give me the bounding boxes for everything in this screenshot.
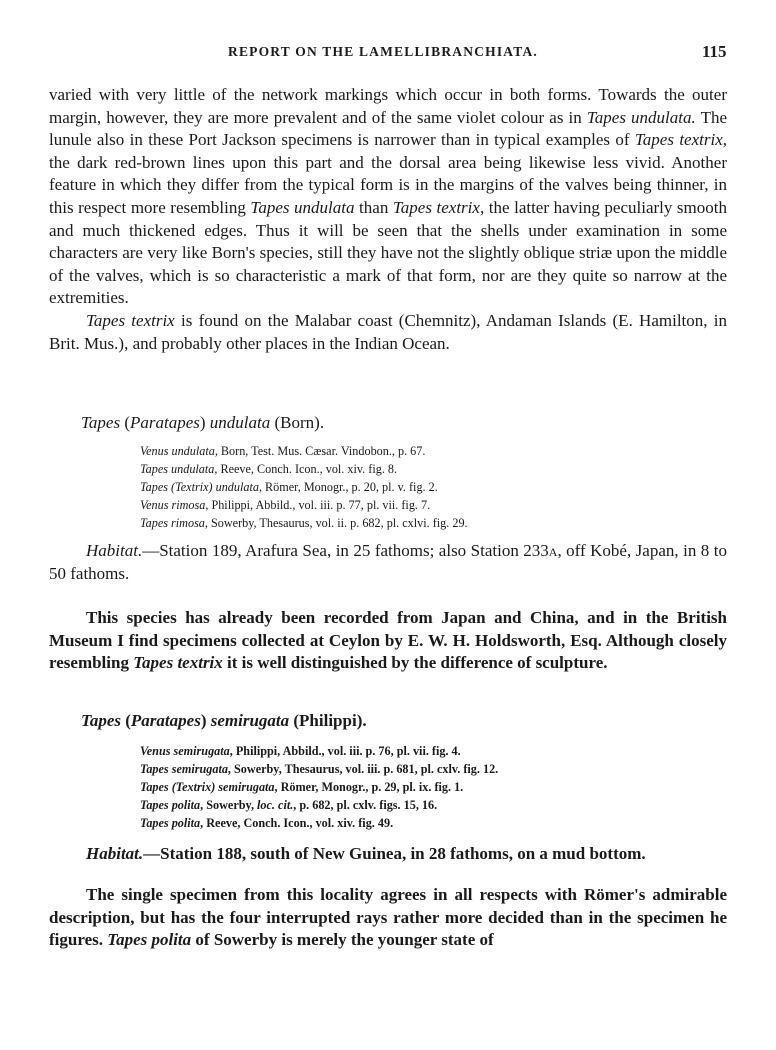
note-undulata-block <box>49 607 727 675</box>
synonymy-semirugata <box>49 742 727 832</box>
synonym-name: Venus rimosa <box>140 498 206 512</box>
synonym-line <box>140 796 727 814</box>
synonym-reference: , Born, Test. Mus. Cæsar. Vindobon., p. 67. <box>214 444 426 458</box>
synonym-reference: , Reeve, Conch. Icon., vol. xiv. fig. 8. <box>214 462 398 476</box>
habitat-undulata: Habitat.—Station 189, Arafura Sea, in 25 fathoms; also Station 233a, off Kobé, Japan, in 8 to 50 fathoms. <box>49 541 727 583</box>
synonym-line <box>140 814 727 832</box>
synonym-line <box>140 742 727 760</box>
synonym-name: Tapes (Textrix) undulata <box>140 480 259 494</box>
synonym-reference: , Reeve, Conch. Icon., vol. xiv. fig. 49. <box>200 816 394 830</box>
synonym-reference: , Sowerby, Thesaurus, vol. ii. p. 682, pl. cxlvi. fig. 29. <box>204 516 468 530</box>
note-semirugata: The single specimen from this locality agrees in all respects with Römer's admirable description, but has the four interrupted rays rather more decided than in the specimen he figures. Tapes polita of Sowerby is merely the younger state of <box>49 885 727 950</box>
species-entry-undulata <box>49 412 727 434</box>
synonym-line <box>140 496 727 514</box>
species-title-semirugata: Tapes (Paratapes) semirugata (Philippi). <box>81 711 367 730</box>
note-undulata: This species has already been recorded from Japan and China, and in the British Museum I find specimens collected at Ceylon by E. W. H. Holdsworth, Esq. Although closely resembling Tapes textrix it is well distinguished by the difference of sculpture. <box>49 608 727 673</box>
synonym-reference-tail: , p. 682, pl. cxlv. figs. 15, 16. <box>293 798 438 812</box>
text-block-top <box>49 84 727 355</box>
synonym-name: Tapes (Textrix) semirugata <box>140 780 275 794</box>
note-semirugata-block <box>49 884 727 952</box>
synonym-name: Tapes rimosa <box>140 516 205 530</box>
species-title-undulata: Tapes (Paratapes) undulata (Born). <box>81 413 325 432</box>
habitat-semirugata: Habitat.—Station 188, south of New Guinea, in 28 fathoms, on a mud bottom. <box>86 844 646 863</box>
synonym-reference: , Römer, Monogr., p. 29, pl. ix. fig. 1. <box>274 780 464 794</box>
synonym-reference: , Philippi, Abbild., vol. iii. p. 76, pl. vii. fig. 4. <box>229 744 461 758</box>
page-header <box>0 44 776 66</box>
page-number: 115 <box>702 42 727 61</box>
synonymy-undulata <box>49 442 727 532</box>
synonym-line <box>140 478 727 496</box>
synonym-line <box>140 442 727 460</box>
synonym-reference: , Sowerby, Thesaurus, vol. iii. p. 681, pl. cxlv. fig. 12. <box>227 762 499 776</box>
synonym-name: Venus semirugata <box>140 744 230 758</box>
synonym-name: Tapes polita <box>140 816 201 830</box>
synonym-name: Venus undulata <box>140 444 215 458</box>
synonym-line <box>140 778 727 796</box>
paragraph-textrix-distribution: Tapes textrix is found on the Malabar coast (Chemnitz), Andaman Islands (E. Hamilton, in Brit. Mus.), and probably other places in the Indian Ocean. <box>49 310 727 353</box>
synonym-name: Tapes undulata <box>140 462 215 476</box>
running-head: REPORT ON THE LAMELLIBRANCHIATA. <box>228 44 538 59</box>
synonym-reference: , Römer, Monogr., p. 20, pl. v. fig. 2. <box>258 480 438 494</box>
synonym-reference: , Philippi, Abbild., vol. iii. p. 77, pl. vii. fig. 7. <box>205 498 431 512</box>
habitat-semirugata-block <box>49 843 727 866</box>
synonym-reference: , Sowerby, <box>200 798 258 812</box>
paragraph-port-jackson: varied with very little of the network markings which occur in both forms. Towards the outer margin, however, they are more prevalent and of the same violet colour as in Tapes undulata. The lunule also in these Port Jackson specimens is narrower than in typical examples of Tapes textrix, the dark red-brown lines upon this part and the dorsal area being likewise less vivid. Another feature in which they differ from the typical form is in the margins of the valves being thinner, in this respect more resembling Tapes undulata than Tapes textrix, the latter having peculiarly smooth and much thickened edges. Thus it will be seen that the shells under examination in some characters are very like Born's species, still they have not the slightly oblique striæ upon the middle of the valves, which is so characteristic a mark of that form, nor are they quite so narrow at the extremities. <box>49 85 727 308</box>
synonym-reference-italic: loc. cit. <box>257 798 294 812</box>
synonym-name: Tapes polita <box>140 798 201 812</box>
synonym-line <box>140 460 727 478</box>
synonym-name: Tapes semirugata <box>140 762 228 776</box>
synonym-line <box>140 514 727 532</box>
species-entry-semirugata <box>49 710 727 732</box>
habitat-undulata-block <box>49 540 727 585</box>
synonym-line <box>140 760 727 778</box>
